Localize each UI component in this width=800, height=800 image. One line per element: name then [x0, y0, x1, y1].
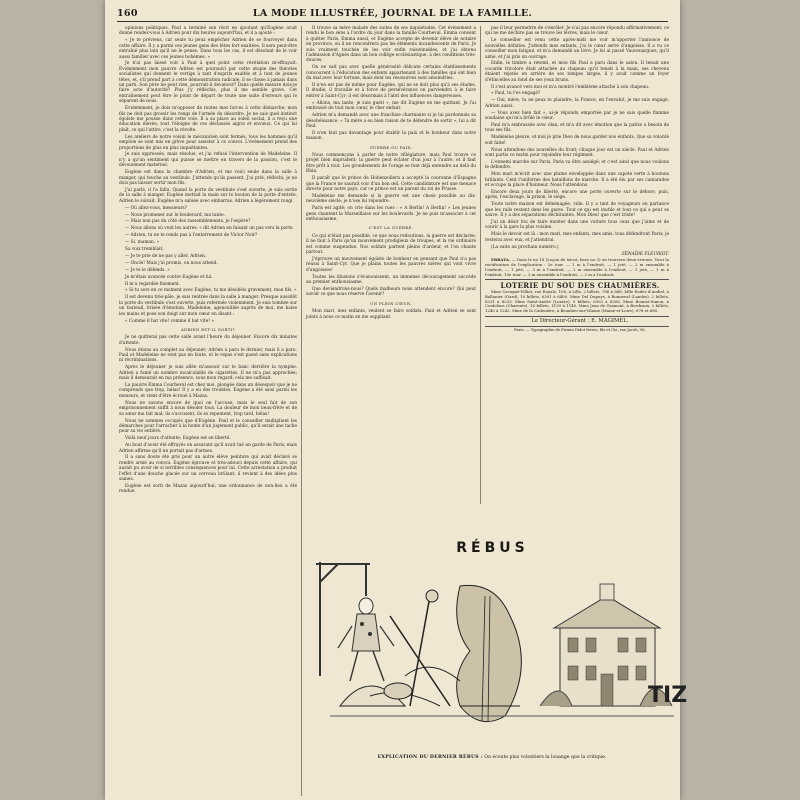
article-paragraph: L'ennemi marche sur Paris, Paris va être assiégé; et c'est ainsi que nous voulons le défendre.	[485, 159, 669, 171]
article-paragraph: Mme Cavagné-Villiot, rue Royale, 108, à Lille, 2 billets, 786 à 888. Mlle Eudes d'Audiel, à Ballanier (Gard), 10 billets, 6391 à 6400. Mme Del Dupuys, à Bonneval (Landes), 2 billets, 8231 à 8233. Mme Saint-André (Lozère), 5 billets, 6302 à 6306. Mme Bonnet-Simon, à Confolens (Charente), 10 billets, 1130 à 1140. Mme Jean de Gramont, à Bordeaux, 2 billets, 1240 à 1242. Mme de la Cadenière, à Beaulieu-sur-Vilaine (Maine-et-Loire), 678 et 680.	[485, 289, 669, 314]
column-divider	[301, 26, 302, 796]
column-1	[119, 26, 297, 796]
article-paragraph: « Comme il bat vite! comme il bat vite! »	[125, 318, 214, 324]
article-paragraph: Évidemment, je dois m'opposer de toutes mes forces à cette démarche; mon fils ne doit pas grossir les rangs de l'armée du désordre. Je ne sais quel instinct égoïste me pousse dans cette voie. Il a sa place au soleil social, il a reçu une éducation élevée, tout l'éloigne de ces déclassés aigris et envieux. Ce qui lui plaît, ce qui l'attire, c'est la révolte.	[119, 106, 297, 133]
article-paragraph: Mon mari, mes enfants, veulent se faire soldats. Paul et Adrien se sont joints à nous ce matin en me suppliant.	[306, 309, 476, 320]
rebus-caption-text: On écoute plus volontiers la louange que la critique.	[484, 755, 607, 760]
article-paragraph: — Oncle! Mais j'ai promis, on nous attend.	[125, 260, 218, 266]
article-paragraph: Il n'en faut pas davantage pour établir la paix et le bonheur dans notre maison.	[306, 130, 476, 142]
article-paragraph: — Mais non pas du côté des rassemblements, je l'espère?	[125, 219, 251, 225]
article-paragraph: Madeleine pleure, et moi je prie Dieu de nous garder nos enfants. Que sa volonté soit faite!	[485, 135, 669, 146]
article-paragraph: Après le déjeuner je suis allée m'asseoir sur le banc derrière la nymphe. Adrien a fumé un nombre incalculable de cigarettes. Il ne m'a pas approchée; mais il demeurait en ma présence, sous mon regard; cela me suffisait.	[119, 365, 297, 382]
article-paragraph: Eugène est dans la chambre d'Adrien, et me voici seule dans la salle à manger, qui touche au vestibule. J'attends qu'ils passent. J'ai prié, réfléchi; je ne dois pas laisser sortir mon fils.	[119, 170, 297, 186]
article-paragraph: Il s'est avancé vers moi et m'a montré l'emblème attaché à son chapeau.	[491, 84, 650, 90]
article-paragraph: Les ateliers de notre voisin le mécanicien sont fermés, tous les hommes qu'il emploie se sont mis en grève pour assister à ce convoi. L'événement prend des proportions de plus en plus inquiétantes.	[119, 134, 297, 151]
article-paragraph: Il n'en est pas de même pour Eugène, qui ne se doit plus qu'à ses études. Il étudie, il travaille et à force de persévérance on parviendra à le faire entrer à Saint-Cyr; il est désormais à l'abri des influences dangereuses.	[306, 83, 476, 99]
article-paragraph: opinions politiques. Paul a terminé son récit en ajoutant qu'Eugène avait donné rendez-vous à Adrien pour dix heures aujourd'hui, et il a ajouté :	[119, 26, 297, 37]
newspaper-page	[105, 0, 688, 800]
column-2	[306, 26, 476, 558]
rebus-title: RÉBUS	[456, 540, 529, 556]
article-paragraph: Je n'ai pas laissé voir à Paul à quel point cette révélation m'effrayait. Évidemment mon pauvre Adrien est poursuivi par cette utopie des théories socialistes qui donnent le vertige à tant d'esprits exaltés et à tant de jeunes têtes, et, s'il prend part à cette démonstration radicale, il se classe à jamais dans un parti. Son père ne peut rien, pourrait-il devancer? Dans quelle mesure dois-je faire acte d'autorité? Plus j'y réfléchis, plus il me semble grave. Cet entraînement peut être le point de départ de toute une suite d'erreurs qui le séparent de nous.	[119, 61, 297, 105]
article-paragraph: ZÉNAÏDE FLEURIOT.	[621, 251, 669, 257]
article-paragraph: — Vous avez bien fait », ai-je répondu emportée par je ne sais quelle flamme soudaine qui m'a brûlé le cœur.	[485, 110, 669, 122]
article-paragraph: Nous ne sommes occupés que d'Eugène. Paul et le conseiller multiplient les démarches pour l'arracher à la honte d'un jugement public, qu'il serait une tache pour sa vie entière.	[119, 418, 297, 435]
article-paragraph: Nous commençons à parler de notre villégiature, mais Paul trouve ce projet bien imprudent; la guerre peut éclater d'un jour à l'autre, et il faut être prêt à tout. Les grondements de l'orage se font déjà entendre au delà du Rhin.	[306, 153, 476, 175]
article-paragraph: Il trouve sa mère malade des suites de ses inquiétudes. Cet événement a rendu le bon sens à l'ordre du jour dans la famille Courbeval. Emma consent à quitter Paris. Emma aussi, et Eugène accepte de devenir élève de notaire en province, où il ne rencontrera pas les éléments incandescents de Paris. Je suis vraiment touchée de les voir enfin raisonnables, et j'ai obtenu l'admission d'Agnès dans un bon collège ecclésiastique, à des conditions très-douces.	[306, 26, 476, 64]
article-paragraph: Nous attendons des nouvelles du front; chaque jour est un siècle. Paul et Adrien sont partis ce matin pour rejoindre leur régiment.	[485, 147, 669, 159]
article-paragraph: Toute notre maison est déménagée, vide. Il y a tant de voyageurs en partance que les rails restent dans les gares. Tout ce qui est inutile et tout ce qui a peur se sauve. Il y a des séparations déchirantes. Mon Dieu! que c'est triste!	[485, 202, 669, 219]
section-heading: C'EST LA GUERRE.	[368, 225, 414, 231]
article-paragraph: « Paul, tu t'es engagé?	[491, 91, 541, 97]
jester-figure	[338, 598, 394, 681]
article-paragraph: Ce qui n'était pas possible, ce que nous redoutions, la guerre est déclarée; il ne faut à Paris qu'un mouvement prodigieux de troupes, et la vie ordinaire est comme suspendue. Nos soldats partent pleins d'ardeur, et l'on chante partout.	[306, 233, 476, 256]
errata-block	[485, 258, 669, 277]
article-paragraph: J'ai un désir fou de faire monter dans une voiture tous ceux que j'aime et de courir à la gare la plus voisine.	[485, 220, 669, 231]
article-paragraph: Le conseiller est venu cette après-midi me voir m'apporter l'annonce de nouvelles défaites. J'attends mes enfants, j'ai le cœur serré d'angoisse. Il a vu ce conseiller mon fatigué, et m'a demandé un livre. Je lui ai passé Vauvenargues, qu'il aime, et j'ai pris un ouvrage.	[485, 38, 669, 60]
article-paragraph: Paris. — Typographie de Firmin Didot frères, fils et Cie, rue Jacob, 56.	[514, 328, 646, 333]
section-heading: UN PLEIN CŒUR.	[370, 300, 412, 306]
article-paragraph: (La suite au prochain numéro.)	[491, 244, 559, 250]
article-paragraph: — Où allez-vous, messieurs?	[125, 205, 187, 211]
article-paragraph: Le Directeur-Gérant : E. MAGIMEL.	[485, 316, 669, 327]
article-paragraph: Au bout d'avoir été effrayés en assurant qu'il avait tué un garde de Paris, mais Adrien affirme qu'il ne portait pas d'armes.	[119, 443, 297, 454]
article-paragraph: Je suis oppressée, mais résolue, et j'ai refusé l'intervention de Madeleine. Il n'y a qu'un sentiment qui puisse se mettre en travers de la passion, c'est le dévouement maternel.	[119, 152, 297, 169]
article-paragraph: Mais le devoir est là : mon mari, mes enfants, mes amis, tous défendront Paris; je resterai avec eux, et j'attendrai.	[485, 232, 669, 243]
article-paragraph: Je m'étais avancée contre Eugène et lui.	[125, 274, 213, 280]
article-paragraph: Toutes les illusions s'évanouissent, un immense découragement succède au premier enthousiasme.	[306, 274, 476, 286]
article-paragraph: Paul m'a embrassée avec élan, et m'a dit avec émotion que la patrie a besoin de tous ses fils.	[485, 123, 669, 134]
page-header	[117, 4, 668, 22]
article-paragraph: « Je te préviens, car seule tu peux empêcher Adrien de se fourvoyer dans cette affaire. Il y a parmi ces jeunes gens des têtes fort exaltées. Il sera peut-être entraîné plus loin qu'il ne le pense. Dans tous les cas, il est désolant de le voir aussi familier avec ces jeunes bohèmes. »	[119, 38, 297, 60]
article-paragraph: Je ne quitterai pas cette salle avant l'heure du déjeuner. Encore dix minutes d'attente.	[119, 335, 297, 346]
article-paragraph: Eugène est sorti de Mazas aujourd'hui; une ordonnance de non-lieu a été rendue.	[119, 483, 297, 495]
article-paragraph: Il paraît que le prince de Hohenzollern a accepté la couronne d'Espagne que la France ne saurait voir d'un bon œil. Cette candidature est une menace directe pour notre pays, car ce prince est un parent du roi de Prusse.	[306, 176, 476, 192]
column-3	[485, 26, 669, 504]
article-paragraph: Nous étions au complet au déjeuner; Adrien a paru le dernier, mais il a paru. Paul et Madeleine ne sont pas en faute, et le repas s'est passé sans explications ni récriminations.	[119, 347, 297, 364]
article-paragraph: Madeleine me demande si la guerre est une chose possible au dix-neuvième siècle; je n'ose lui répondre.	[306, 193, 476, 205]
article-paragraph: Sa voix tremblait.	[125, 247, 164, 253]
article-paragraph: pas il leur permettre de s'enrôler. Je n'ai pas encore répondu affirmativement; ce qui ne me déchire pas se trouve les lèvres, mais le cœur.	[485, 26, 669, 37]
rebus-caption	[310, 755, 674, 760]
article-paragraph: « Si tu sors en ce moment avec Eugène, tu me désobéis gravement, mon fils. »	[125, 288, 297, 294]
article-paragraph: — Je te le défends. »	[125, 267, 170, 273]
article-paragraph: Nous ne savons encore de quoi on l'accuse, mais le seul fait de son emprisonnement suffit à nous désoler tous. La douleur de mon beau-frère et de sa sœur me fait mal; ils s'accusent, ils se repentent, trop tard, hélas!	[119, 400, 297, 417]
article-paragraph: Il m'a regardée fixement.	[125, 281, 181, 287]
article-paragraph: La pauvre Emma Courbeval est chez moi, plongée dans un désespoir que je ne comprends que trop, hélas! Il y a eu des troubles. Eugène a été saisi parmi les meneurs, et vient d'être écroué à Mazas.	[119, 383, 297, 399]
rebus-tiz-text: TIZ	[648, 683, 688, 708]
article-paragraph: — Si, maman. »	[125, 240, 160, 246]
article-paragraph: On ne sait pas avec quelle générosité délicate certains établissements concourent à l'éducation des enfants appartenant à des familles qui ont bien du mal avec leur fortune, mais dont les ressources sont amoindries.	[306, 65, 476, 82]
rebus-illustration	[310, 556, 688, 740]
article-paragraph: — Oui, mère, tu ne peux te plaindre; la France, en l'envahit, je me suis engagé. Adrien aussi.	[485, 98, 669, 109]
article-paragraph: Enfin, le timbre a retenti, et mon fils Paul a paru dans le salon. Il tenait une cocarde tricolore était attachée au chapeau qu'il tenait à la main, ses cheveux étaient rejetés en arrière de ses tempes larges, il y avait comme un foyer d'étincelles au fond de ses yeux bruns.	[485, 61, 669, 83]
article-paragraph: « Allons, ma tante, je suis guéri », me dit Eugène en me quittant. Je l'ai embrassé de tout mon cœur, le cher enfant.	[306, 100, 476, 112]
article-paragraph: J'ai parlé, il l'a fallu. Quand la porte du vestibule s'est ouverte, je suis sortie de la salle à manger. Eugène mettait la main sur le bouton de la porte d'entrée. Adrien le suivait. Eugène m'a saluée avec embarras. Adrien a légèrement rougi.	[119, 187, 297, 204]
article-paragraph: — Adrien, tu ne te rends pas à l'enterrement de Victor Noir?	[125, 233, 258, 239]
journal-title: LA MODE ILLUSTRÉE, JOURNAL DE LA FAMILLE.	[252, 8, 533, 19]
article-paragraph: Paris est agité; on crie dans les rues : « A Berlin! A Berlin! » Les jeunes gens chantent la Marseillaise sur les boulevards. Je ne puis m'associer à cet enthousiasme.	[306, 206, 476, 222]
header-rule	[117, 21, 668, 22]
article-paragraph: Que deviendrons-nous? Quels malheurs nous attendent encore? Qui peut savoir ce que nous réserve l'avenir?	[306, 286, 476, 298]
article-paragraph: Voilà neuf jours d'attente; Eugène est en liberté.	[125, 436, 231, 442]
article-paragraph: — Je te prie de ne pas y aller, Adrien.	[125, 253, 207, 259]
rebus-caption-label: EXPLICATION DU DERNIER RÉBUS :	[377, 755, 483, 760]
article-paragraph: — Nous promener sur le boulevard, ma tante.	[125, 212, 226, 218]
article-paragraph: Mon mari m'écrit avec une plume enveloppée dans une capote verte à boutons brillants. Cent l'uniforme des bataillons de marche. Il a été élu par ses camarades et occupe la place d'honneur. Nous l'attendons.	[485, 172, 669, 189]
article-paragraph: LOTERIE DU SOU DES CHAUMIÈRES.	[485, 279, 669, 288]
column-divider	[480, 26, 481, 504]
section-heading: GUERRE OU PAIX.	[369, 144, 413, 150]
errata-text: — Dans le no 18 (Leçon de tricot, lisez no 3) on trouvera deux erreurs. Voici la rectification de l'explication : 2e tour. — 1 m à l'endroit, — 1 jeté, — 2 m ensemble à l'endroit, — 1 jeté, — 3 m à l'endroit, — 2 m ensemble à l'endroit, — 1 jeté, — 1 m à l'endroit. 10e tour. — 3 m ensemble à l'endroit, — 2 m à l'endroit.	[485, 257, 669, 277]
section-heading: ADRIEN EST-IL SORTI?	[181, 326, 235, 332]
article-paragraph: Adrien m'a demandé avec une franchise charmante si je lui pardonnais sa désobéissance. « Ta mère a eu bien raison de te défendre de sortir », lui a dit Paul.	[306, 113, 476, 129]
article-paragraph: Il a sans doute été pris pour un autre élève peinture qui avait déclaré se rendre armé au convoi. Eugène éprouve et très-adouci depuis cette affaire, qui aurait pu avoir de si terribles conséquences pour lui. Cette arrestation a produit l'effet d'une douche glacée sur un cerveau brûlant; il revient à des idées plus saines.	[119, 455, 297, 483]
errata-title: ERRATA.	[491, 257, 511, 263]
page-number: 160	[117, 8, 138, 19]
article-paragraph: — Nous allons où vont les autres. « dit Adrien en faisant un pas vers la porte.	[125, 226, 294, 232]
article-paragraph: Encore deux jours de liberté, encore une porte ouverte sur le dehors; puis, après, l'esclavage, la prison, le siège.	[485, 189, 669, 201]
article-paragraph: Il est devenu très-pâle, je suis rentrée dans la salle à manger. Presque aussitôt la porte du vestibule s'est ouverte, puis refermée violemment. Je suis tombée sur un fauteuil, brisée d'émotion. Madeleine, agenouillée auprès de moi, me baise les mains et pose son doigt sur mon cœur en disant :	[119, 295, 297, 317]
article-paragraph: J'éprouve un mouvement égoïste de bonheur en pensant que Paul n'a pas réussi à Saint-Cyr. Que je plains toutes les pauvres mères qui vont vivre d'angoisses!	[306, 256, 476, 273]
